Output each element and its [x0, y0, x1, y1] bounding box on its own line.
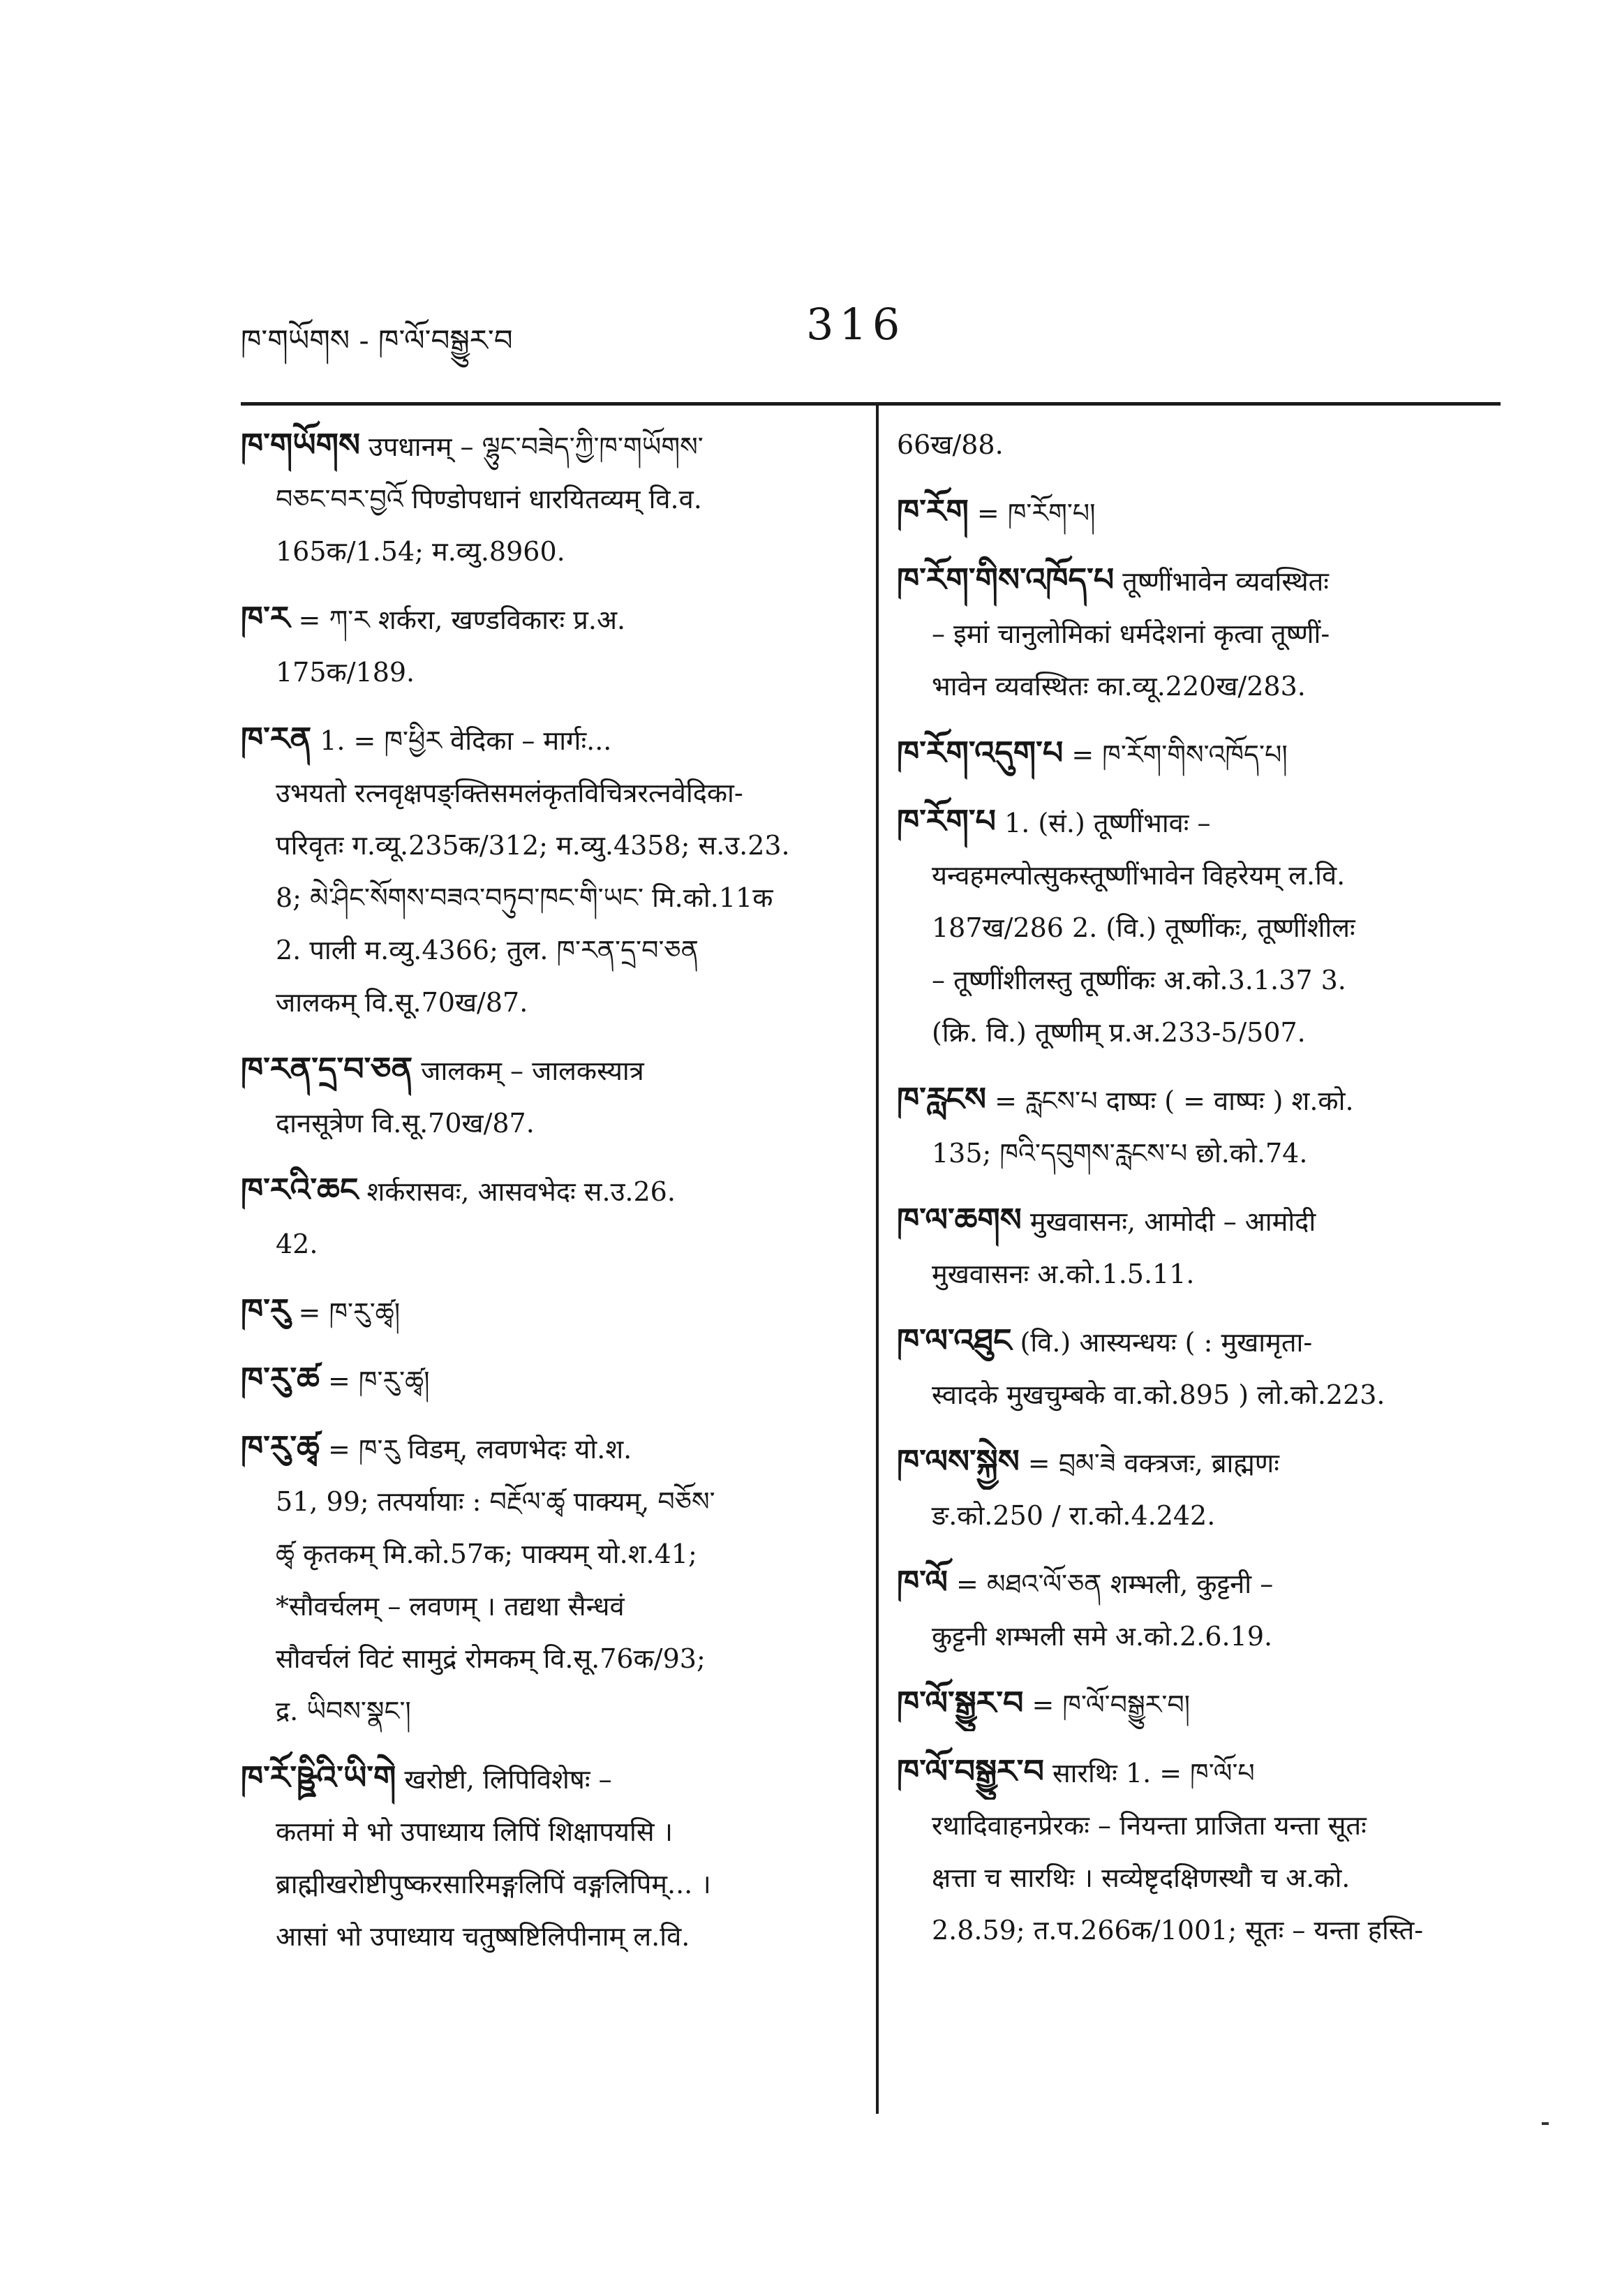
headword: ཁ་རོ་ཥྛིའི་ཡི་གེ — [241, 1758, 396, 1796]
entry-text: 2.8.59; त.प.266क/1001; सूतः – यन्ता हस्ति- — [932, 1915, 1424, 1946]
entry-line — [241, 1751, 841, 1806]
dictionary-entry — [241, 592, 841, 699]
entry-text: 1. (सं.) तूष्णींभावः – — [1004, 808, 1211, 838]
entry-line — [241, 1806, 841, 1858]
entry-text: कतमां मे भो उपाध्याय लिपिं शिक्षापयसि । — [276, 1816, 673, 1847]
entry-line — [897, 1677, 1497, 1731]
entry-line — [897, 485, 1497, 540]
entry-text: यन्वहमल्पोत्सुकस्तूष्णींभावेन विहरेयम् ल.वि. — [932, 860, 1346, 891]
entry-text: मुखवासनः, आमोदी – आमोदी — [1029, 1206, 1316, 1237]
entry-line — [897, 1745, 1497, 1800]
entry-text: ब्राह्मीखरोष्टीपुष्करसारिमङ्गलिपिं वङ्गलिपिम्... । — [276, 1869, 711, 1899]
entry-line — [897, 1007, 1497, 1059]
entry-text: 66ख/88. — [897, 429, 1004, 460]
headword: ཁ་ལོ་སྒྱུར་བ — [897, 1684, 1024, 1721]
entry-line — [897, 727, 1497, 781]
entry-line — [897, 1248, 1497, 1301]
entry-text: བཅང་བར་བྱའོ पिण्डोपधानं धारयितव्यम् वि.व. — [276, 484, 702, 514]
entry-text: = ཁ་ལོ་བསྒྱུར་བ། — [1032, 1689, 1191, 1720]
headword: ཁ་ལོ་བསྒྱུར་བ — [897, 1752, 1044, 1790]
dictionary-entry — [241, 713, 841, 1029]
entry-line — [897, 1800, 1497, 1852]
page-number: 316 — [806, 299, 906, 350]
entry-text: खरोष्टी, लिपिविशेषः – — [404, 1764, 612, 1795]
entry-line — [241, 1164, 841, 1218]
entry-line — [241, 526, 841, 578]
entry-line — [241, 1911, 841, 1963]
entry-text: उभयतो रत्नवृक्षपङ्क्तिसमलंकृतविचित्ररत्नवेदिका- — [276, 778, 743, 808]
headword: ཁ་གཡོགས — [241, 426, 361, 464]
entry-line — [241, 1218, 841, 1271]
entry-text: द्र. ཡིབས་སྣང་། — [276, 1696, 411, 1726]
entry-line — [241, 1353, 841, 1407]
entry-line — [241, 1476, 841, 1528]
entry-line — [897, 954, 1497, 1007]
headword: ཁ་རོག་འདུག་པ — [897, 734, 1064, 771]
entry-text: (वि.) आस्यन्धयः ( : मुखामृता- — [1020, 1327, 1313, 1358]
headword: ཁ་རན་དྲ་བ་ཅན — [241, 1050, 413, 1088]
headword: ཁ་རོག་པ — [897, 802, 997, 840]
dictionary-entry — [897, 727, 1497, 781]
entry-text: 1. = ཁ་ཕྱིར वेदिका – मार्गः... — [320, 725, 612, 756]
dictionary-entry — [897, 1073, 1497, 1180]
entry-text: मुखवासनः अ.को.1.5.11. — [932, 1259, 1195, 1289]
entry-text: परिवृतः ग.व्यू.235क/312; म.व्यु.4358; स.उ.23. — [276, 830, 790, 861]
right-column — [897, 419, 1497, 1971]
entry-text: 51, 99; तत्पर्यायाः : བརྔོལ་ཚྭ पाक्यम्, བཅོས་ — [276, 1486, 715, 1517]
entry-text: उपधानम् – ལྷུང་བཟེད་ཀྱི་ཁ་གཡོགས་ — [369, 431, 704, 462]
headword: ཁ་རུ་ཚ — [241, 1360, 320, 1398]
dictionary-entry — [897, 554, 1497, 713]
entry-text: (क्रि. वि.) तूष्णीम् प्र.अ.233-5/507. — [932, 1017, 1306, 1048]
dictionary-entry — [897, 1194, 1497, 1301]
entry-line — [241, 820, 841, 872]
left-column — [241, 419, 841, 1977]
entry-line — [241, 713, 841, 767]
entry-line — [241, 646, 841, 699]
entry-line — [241, 1043, 841, 1097]
running-head: ཁ་གཡོགས - ཁ་ལོ་བསྒྱུར་བ — [241, 323, 513, 357]
entry-text: ङ.को.250 / रा.को.4.242. — [932, 1500, 1216, 1531]
entry-line — [241, 872, 841, 924]
entry-line — [897, 1127, 1497, 1180]
headword: ཁ་རླངས — [897, 1080, 987, 1118]
entry-line — [897, 1314, 1497, 1369]
entry-line — [897, 608, 1497, 660]
entry-text: कुट्टनी शम्भली समे अ.को.2.6.19. — [932, 1621, 1273, 1652]
entry-text: 2. पाली म.व्यु.4366; तुल. ཁ་རན་དྲ་བ་ཅན — [276, 935, 699, 965]
headword: ཁ་རུ — [241, 1291, 290, 1329]
entry-line — [241, 1097, 841, 1150]
dictionary-entry — [241, 1164, 841, 1271]
headword: ཁ་རུ་ཚྭ — [241, 1428, 320, 1466]
entry-text: ཚྭ कृतकम् मि.को.57क; पाक्यम् यो.श.41; — [276, 1539, 697, 1569]
entry-line — [241, 1580, 841, 1633]
entry-text: = བྲམ་ཟེ वक्त्रजः, ब्राह्मणः — [1027, 1448, 1279, 1479]
headword: ཁ་ལ་ཆགས — [897, 1201, 1022, 1238]
entry-line — [897, 850, 1497, 902]
entry-line — [241, 473, 841, 526]
headword: ཁ་ར — [241, 599, 290, 637]
entry-line — [897, 554, 1497, 608]
entry-text: तूष्णींभावेन व्यवस्थितः — [1122, 566, 1329, 597]
entry-text: 42. — [276, 1229, 318, 1259]
dictionary-entry — [897, 1314, 1497, 1421]
dictionary-entry — [241, 1421, 841, 1738]
entry-line — [897, 1369, 1497, 1421]
entry-text: – इमां चानुलोमिकां धर्मदेशनां कृत्वा तूष्णीं- — [932, 619, 1330, 649]
entry-line — [241, 419, 841, 473]
entry-text: = མཐའ་ལོ་ཅན शम्भली, कुट्टनी – — [955, 1569, 1274, 1599]
entry-line — [241, 1685, 841, 1738]
dictionary-entry — [897, 1745, 1497, 1957]
header-rule — [241, 402, 1501, 406]
entry-text: = ཁ་རུ་ཚྭ། — [327, 1365, 430, 1396]
entry-line — [241, 1528, 841, 1580]
entry-line — [241, 767, 841, 820]
entry-text: दानसूत्रेण वि.सू.70ख/87. — [276, 1108, 535, 1139]
dictionary-entry — [241, 1353, 841, 1407]
entry-text: शर्करासवः, आसवभेदः स.उ.26. — [366, 1176, 676, 1207]
entry-line — [897, 1194, 1497, 1248]
entry-line — [241, 977, 841, 1029]
entry-text: – तूष्णींशीलस्तु तूष्णींकः अ.को.3.1.37 3. — [932, 965, 1346, 995]
entry-text: क्षत्ता च सारथिः । सव्येष्टृदक्षिणस्थौ च अ.को. — [932, 1862, 1351, 1893]
entry-line — [897, 902, 1497, 954]
headword: ཁ་ལོ — [897, 1563, 948, 1601]
entry-text: सौवर्चलं विटं सामुद्रं रोमकम् वि.सू.76क/93; — [276, 1643, 706, 1674]
headword: ཁ་རན — [241, 720, 312, 757]
entry-line — [897, 1904, 1497, 1957]
dictionary-entry — [241, 1043, 841, 1150]
page-mark — [1542, 2122, 1549, 2125]
entry-text: रथादिवाहनप्रेरकः – नियन्ता प्राजिता यन्ता सूतः — [932, 1810, 1367, 1841]
entry-line — [241, 592, 841, 646]
column-divider — [876, 403, 879, 2114]
dictionary-entry — [897, 1677, 1497, 1731]
entry-text: = ཁ་རོག་པ། — [976, 498, 1096, 528]
entry-text: 165क/1.54; म.व्यु.8960. — [276, 536, 565, 567]
entry-text: = ཁ་རོག་གིས་འཁོད་པ། — [1071, 739, 1288, 770]
entry-text: आसां भो उपाध्याय चतुष्षष्टिलिपीनाम् ल.वि. — [276, 1921, 690, 1952]
entry-line — [241, 1633, 841, 1685]
entry-line — [897, 419, 1497, 471]
entry-line — [897, 1073, 1497, 1127]
dictionary-entry — [897, 485, 1497, 540]
dictionary-entry — [241, 1751, 841, 1963]
entry-text: 187ख/286 2. (वि.) तूष्णींकः, तूष्णींशीलः — [932, 912, 1355, 943]
entry-line — [241, 1421, 841, 1476]
entry-text: 135; ཁའི་དབུགས་རླངས་པ छो.को.74. — [932, 1138, 1308, 1169]
entry-text: 8; མེ་ཤིང་སོགས་བཟའ་བཏུབ་ཁང་གི་ཡང་ मि.को.11क — [276, 882, 773, 913]
entry-line — [241, 1284, 841, 1339]
entry-line — [897, 1490, 1497, 1542]
entry-text: भावेन व्यवस्थितः का.व्यू.220ख/283. — [932, 671, 1306, 702]
dictionary-entry — [241, 1284, 841, 1339]
entry-text: = ཀ་ར शर्करा, खण्डविकारः प्र.अ. — [298, 605, 626, 635]
entry-text: = ཁ་རུ་ཚྭ། — [298, 1297, 401, 1328]
entry-text: जालकम् वि.सू.70ख/87. — [276, 987, 528, 1018]
entry-line — [241, 924, 841, 977]
dictionary-entry — [897, 1556, 1497, 1663]
entry-line — [241, 1858, 841, 1911]
dictionary-entry — [897, 1435, 1497, 1542]
headword: ཁ་རོག — [897, 492, 969, 530]
entry-text: 175क/189. — [276, 657, 415, 688]
entry-text: = ཁ་རུ विडम्, लवणभेदः यो.श. — [327, 1434, 632, 1465]
entry-text: जालकम् – जालकस्यात्र — [421, 1056, 644, 1086]
entry-text: *सौवर्चलम् – लवणम् । तद्यथा सैन्धवं — [276, 1591, 625, 1622]
headword: ཁ་རའི་ཆང — [241, 1171, 359, 1208]
entry-text: = རླངས་པ दाष्पः ( = वाष्पः ) श.को. — [995, 1086, 1354, 1116]
entry-line — [897, 795, 1497, 850]
headword: ཁ་རོག་གིས་འཁོད་པ — [897, 561, 1115, 598]
headword: ཁ་ལ་འཐུང — [897, 1321, 1012, 1359]
entry-line — [897, 1556, 1497, 1610]
entry-line — [897, 1852, 1497, 1904]
dictionary-entry — [897, 795, 1497, 1059]
entry-line — [897, 1610, 1497, 1663]
entry-text: स्वादके मुखचुम्बके वा.को.895 ) लो.को.223. — [932, 1379, 1385, 1410]
entry-line — [897, 1435, 1497, 1490]
dictionary-entry — [241, 419, 841, 578]
entry-line — [897, 660, 1497, 713]
dictionary-entry — [897, 419, 1497, 471]
headword: ཁ་ལས་སྐྱེས — [897, 1442, 1020, 1480]
entry-text: सारथिः 1. = ཁ་ལོ་པ — [1052, 1758, 1255, 1788]
